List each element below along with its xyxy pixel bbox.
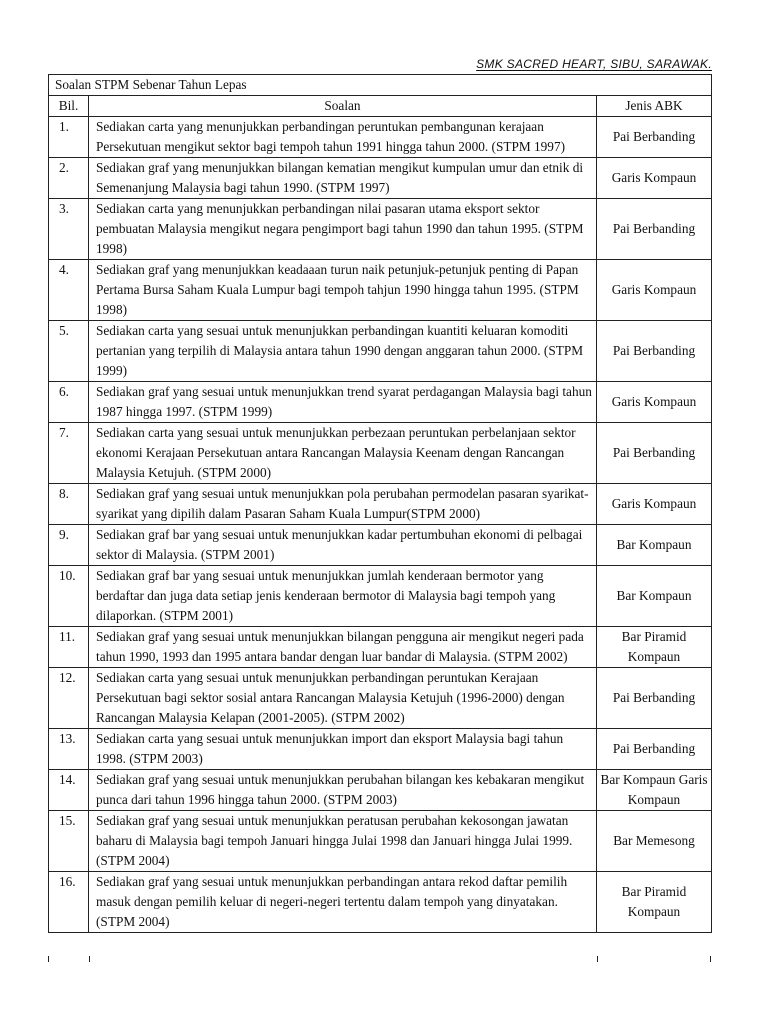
- questions-table-wrapper: [48, 74, 711, 933]
- table-row: [49, 260, 712, 321]
- school-header: SMK SACRED HEART, SIBU, SARAWAK.: [476, 57, 712, 71]
- table-row: [49, 811, 712, 872]
- row-number: 8.: [49, 484, 89, 525]
- row-question: Sediakan carta yang sesuai untuk menunjukkan perbandingan kuantiti keluaran komoditi pertanian yang terpilih di Malaysia antara tahun 1990 dengan anggaran tahun 2000. (STPM 1999): [89, 321, 597, 382]
- row-question: Sediakan carta yang menunjukkan perbandingan nilai pasaran utama eksport sektor pembuatan Malaysia mengikut negara pengimport bagi tahun 1990 dan tahun 1995. (STPM 1998): [89, 199, 597, 260]
- table-continuation-lines: [48, 956, 711, 962]
- row-number: 9.: [49, 525, 89, 566]
- row-chart-type: Bar Memesong: [597, 811, 712, 872]
- row-chart-type: Bar Kompaun Garis Kompaun: [597, 770, 712, 811]
- table-row: [49, 872, 712, 933]
- row-number: 13.: [49, 729, 89, 770]
- row-question: Sediakan carta yang sesuai untuk menunjukkan import dan eksport Malaysia bagi tahun 1998. (STPM 2003): [89, 729, 597, 770]
- row-chart-type: Pai Berbanding: [597, 321, 712, 382]
- table-row: [49, 158, 712, 199]
- row-question: Sediakan graf bar yang sesuai untuk menunjukkan jumlah kenderaan bermotor yang berdaftar dan juga data setiap jenis kenderaan bermotor di Malaysia bagi tempoh yang dilaporkan. (STPM 2001): [89, 566, 597, 627]
- table-row: [49, 382, 712, 423]
- row-question: Sediakan graf yang sesuai untuk menunjukkan peratusan perubahan kekosongan jawatan baharu di Malaysia bagi tempoh Januari hingga Julai 1998 dan Januari hingga Julai 1999. (STPM 2004): [89, 811, 597, 872]
- table-row: [49, 729, 712, 770]
- row-number: 15.: [49, 811, 89, 872]
- row-question: Sediakan graf yang sesuai untuk menunjukkan perbandingan antara rekod daftar pemilih masuk dengan pemilih keluar di negeri-negeri tertentu dalam tempoh yang dinyatakan. (STPM 2004): [89, 872, 597, 933]
- questions-table: [48, 74, 712, 933]
- row-number: 14.: [49, 770, 89, 811]
- row-number: 10.: [49, 566, 89, 627]
- table-caption: Soalan STPM Sebenar Tahun Lepas: [49, 75, 712, 96]
- row-chart-type: Pai Berbanding: [597, 117, 712, 158]
- table-row: [49, 668, 712, 729]
- row-chart-type: Pai Berbanding: [597, 729, 712, 770]
- row-chart-type: Bar Piramid Kompaun: [597, 872, 712, 933]
- row-chart-type: Garis Kompaun: [597, 260, 712, 321]
- row-question: Sediakan graf yang sesuai untuk menunjukkan bilangan pengguna air mengikut negeri pada tahun 1990, 1993 dan 1995 antara bandar dengan luar bandar di Malaysia. (STPM 2002): [89, 627, 597, 668]
- row-chart-type: Bar Kompaun: [597, 525, 712, 566]
- row-question: Sediakan graf yang sesuai untuk menunjukkan perubahan bilangan kes kebakaran mengikut punca dari tahun 1996 hingga tahun 2000. (STPM 2003): [89, 770, 597, 811]
- table-row: [49, 770, 712, 811]
- row-chart-type: Pai Berbanding: [597, 423, 712, 484]
- row-chart-type: Garis Kompaun: [597, 158, 712, 199]
- row-number: 5.: [49, 321, 89, 382]
- row-number: 4.: [49, 260, 89, 321]
- column-header-soalan: Soalan: [89, 96, 597, 117]
- row-number: 3.: [49, 199, 89, 260]
- row-question: Sediakan graf yang menunjukkan keadaaan turun naik petunjuk-petunjuk penting di Papan Pertama Bursa Saham Kuala Lumpur bagi tempoh tahjun 1990 hingga tahun 1995. (STPM 1998): [89, 260, 597, 321]
- row-chart-type: Garis Kompaun: [597, 484, 712, 525]
- row-question: Sediakan graf yang sesuai untuk menunjukkan trend syarat perdagangan Malaysia bagi tahun 1987 hingga 1997. (STPM 1999): [89, 382, 597, 423]
- table-row: [49, 525, 712, 566]
- row-question: Sediakan graf yang menunjukkan bilangan kematian mengikut kumpulan umur dan etnik di Semenanjung Malaysia bagi tahun 1990. (STPM 1997): [89, 158, 597, 199]
- row-chart-type: Pai Berbanding: [597, 668, 712, 729]
- column-header-bil: Bil.: [49, 96, 89, 117]
- row-question: Sediakan graf yang sesuai untuk menunjukkan pola perubahan permodelan pasaran syarikat-syarikat yang dipilih dalam Pasaran Saham Kuala Lumpur(STPM 2000): [89, 484, 597, 525]
- table-row: [49, 321, 712, 382]
- table-row: [49, 484, 712, 525]
- row-chart-type: Pai Berbanding: [597, 199, 712, 260]
- row-question: Sediakan carta yang sesuai untuk menunjukkan perbezaan peruntukan perbelanjaan sektor ekonomi Kerajaan Persekutuan antara Rancangan Malaysia Keenam dengan Rancangan Malaysia Ketujuh. (STPM 2000): [89, 423, 597, 484]
- table-row: [49, 627, 712, 668]
- row-question: Sediakan carta yang sesuai untuk menunjukkan perbandingan peruntukan Kerajaan Persekutuan bagi sektor sosial antara Rancangan Malaysia Ketujuh (1996-2000) dengan Rancangan Malaysia Kelapan (2001-2005). (STPM 2002): [89, 668, 597, 729]
- table-row: [49, 423, 712, 484]
- row-chart-type: Garis Kompaun: [597, 382, 712, 423]
- row-chart-type: Bar Kompaun: [597, 566, 712, 627]
- row-chart-type: Bar Piramid Kompaun: [597, 627, 712, 668]
- row-number: 6.: [49, 382, 89, 423]
- table-row: [49, 566, 712, 627]
- table-body: [49, 117, 712, 933]
- row-number: 7.: [49, 423, 89, 484]
- row-question: Sediakan graf bar yang sesuai untuk menunjukkan kadar pertumbuhan ekonomi di pelbagai sektor di Malaysia. (STPM 2001): [89, 525, 597, 566]
- row-number: 16.: [49, 872, 89, 933]
- row-number: 12.: [49, 668, 89, 729]
- row-number: 11.: [49, 627, 89, 668]
- row-question: Sediakan carta yang menunjukkan perbandingan peruntukan pembangunan kerajaan Persekutuan mengikut sektor bagi tempoh tahun 1991 hingga tahun 2000. (STPM 1997): [89, 117, 597, 158]
- column-header-jenis: Jenis ABK: [597, 96, 712, 117]
- table-row: [49, 199, 712, 260]
- table-row: [49, 117, 712, 158]
- row-number: 2.: [49, 158, 89, 199]
- row-number: 1.: [49, 117, 89, 158]
